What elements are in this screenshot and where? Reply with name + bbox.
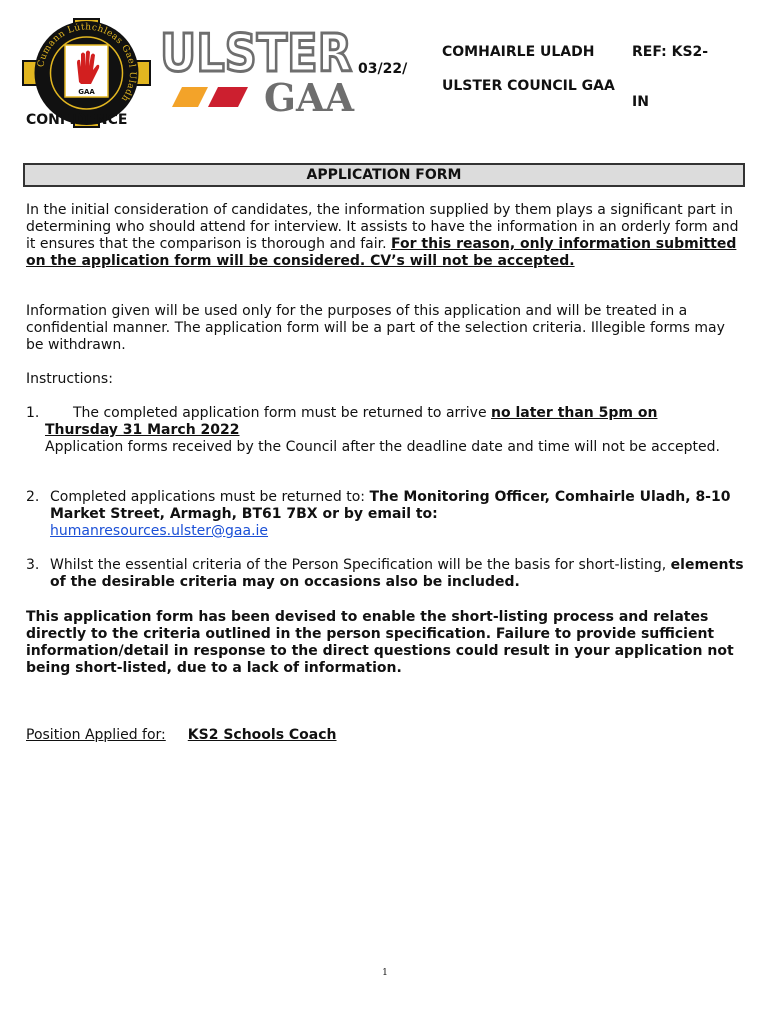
instruction-3-lead: Whilst the essential criteria of the Person Specification will be the basis for short-listing,: [50, 557, 671, 573]
return-address: The Monitoring Officer, Comhairle Uladh, 8-10 Market Street, Armagh, BT61 7BX or by email to:: [50, 489, 731, 522]
position-value: KS2 Schools Coach: [187, 727, 337, 743]
position-label: Position Applied for:: [26, 727, 166, 743]
wordmark-ulster-text: ULSTER: [160, 27, 352, 84]
instruction-number: 2.: [26, 489, 40, 505]
deadline-part-1: no later than 5pm on: [491, 405, 658, 421]
page-number: 1: [382, 968, 388, 978]
instructions-heading: Instructions:: [26, 371, 113, 387]
devised-paragraph: This application form has been devised to enable the short-listing process and relates directly to the criteria outlined in the person specification. Failure to provide sufficient information/detail in response to the direct questions could result in your application not being short-listed, due to a lack of information.: [26, 609, 734, 676]
confidence-label: CONFIDENCE: [26, 112, 128, 128]
ulster-gaa-wordmark-logo: [160, 27, 360, 117]
intro-paragraph: [26, 202, 746, 270]
late-submission-note: Application forms received by the Council after the deadline date and time will not be accepted.: [45, 439, 720, 455]
instruction-2-content: [50, 489, 750, 540]
ref-date: 03/22/: [358, 61, 408, 77]
instruction-1-details: [45, 422, 745, 456]
council-english-name: ULSTER COUNCIL GAA: [442, 78, 615, 94]
instruction-number: 1.: [26, 405, 40, 421]
wordmark-gaa-text: GAA: [264, 75, 355, 117]
council-irish-name: COMHAIRLE ULADH: [442, 44, 595, 60]
reference-label: REF: KS2-: [632, 44, 709, 60]
deadline-date: Thursday 31 March 2022: [45, 422, 240, 438]
instruction-3-content: [50, 557, 750, 591]
instruction-2-lead: Completed applications must be returned to:: [50, 489, 370, 505]
intro-emphasis: For this reason, only information submitted on the application form will be considered. CV’s will not be accepted.: [26, 236, 737, 269]
email-link[interactable]: humanresources.ulster@gaa.ie: [50, 523, 269, 539]
position-applied-line: [26, 727, 337, 744]
crest-gaa-text: GAA: [78, 88, 95, 96]
instruction-number: 3.: [26, 557, 40, 573]
intro-text: In the initial consideration of candidates, the information supplied by them plays a significant part in determining who should attend for interview. It assists to have the information in an orderly form and it ensures that the comparison is thorough and fair.: [26, 202, 739, 252]
ulster-gaa-logo-icon: [160, 27, 360, 117]
in-label: IN: [632, 94, 649, 110]
info-paragraph: Information given will be used only for the purposes of this application and will be treated in a confidential manner. The application form will be a part of the selection criteria. Illegible forms may be withdrawn.: [26, 303, 725, 353]
crest-ring-text: Cumann Lúthchleas Gael Uladh: [36, 22, 138, 104]
instruction-3-emphasis: elements of the desirable criteria may on occasions also be included.: [50, 557, 744, 590]
form-title: APPLICATION FORM: [23, 163, 745, 187]
instruction-1-lead-line: [73, 405, 753, 422]
instruction-1-lead: The completed application form must be returned to arrive: [73, 405, 492, 421]
